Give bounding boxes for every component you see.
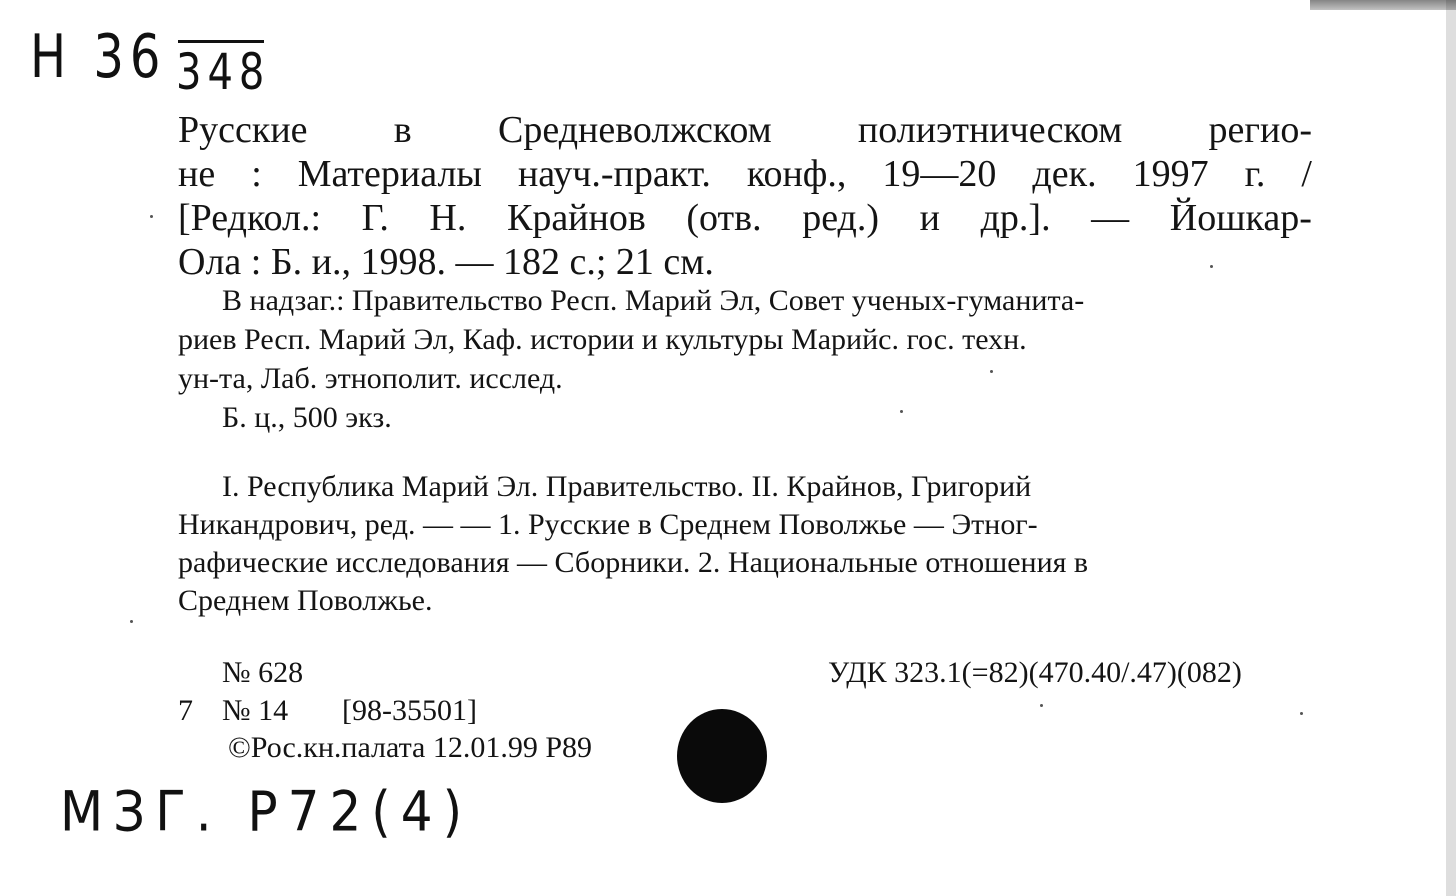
title-line-4: Ола : Б. и., 1998. — 182 с.; 21 см. [178, 241, 714, 283]
word: Материалы [297, 153, 482, 195]
word: 1997 [1132, 153, 1209, 195]
title-line-2 [178, 152, 1312, 196]
card-edge-shadow-right [1446, 0, 1456, 896]
word: полиэтническом [857, 109, 1123, 151]
speck [900, 410, 903, 413]
word: Н. [429, 197, 467, 239]
word: [Редкол.: [178, 197, 322, 239]
word: не [178, 153, 216, 195]
word: Йошкар- [1169, 197, 1312, 239]
word: (отв. [686, 197, 762, 239]
subject-line-4: Среднем Поволжье. [178, 584, 433, 617]
speck [150, 215, 153, 218]
speck [1300, 712, 1303, 715]
speck [1210, 265, 1213, 268]
speck [990, 370, 993, 373]
word: 19—20 [882, 153, 997, 195]
subject-line-1: I. Республика Марий Эл. Правительство. II. Крайнов, Григорий [222, 470, 1032, 503]
punch-hole [677, 709, 767, 803]
note-line-3: ун-та, Лаб. этнополит. исслед. [178, 362, 563, 395]
word: и [919, 197, 940, 239]
speck [1040, 704, 1043, 707]
subject-line-3: рафические исследования — Сборники. 2. Национальные отношения в [178, 546, 1089, 579]
word: в [393, 109, 412, 151]
word: дек. [1032, 153, 1097, 195]
number-prefix: 7 [178, 694, 193, 727]
word: конф., [746, 153, 847, 195]
word: / [1301, 153, 1312, 195]
note-line-2: риев Респ. Марий Эл, Каф. истории и культуры Марийс. гос. техн. [178, 323, 1027, 356]
word: ред.) [802, 197, 880, 239]
word: г. [1244, 153, 1266, 195]
word: Средневолжском [497, 109, 772, 151]
note-line-1: В надзаг.: Правительство Респ. Марий Эл, Совет ученых-гуманита- [222, 284, 1085, 317]
title-line-3 [178, 196, 1312, 240]
udc-code: УДК 323.1(=82)(470.40/.47)(082) [828, 656, 1242, 689]
handwritten-overline [178, 40, 264, 43]
record-number: № 628 [222, 656, 304, 689]
price-line: Б. ц., 500 экз. [222, 401, 392, 434]
publisher-line: ©Рос.кн.палата 12.01.99 Р89 [228, 731, 593, 764]
word: : [251, 153, 262, 195]
word: — [1091, 197, 1130, 239]
card-edge-shadow [1310, 0, 1456, 10]
title-line-1 [178, 108, 1312, 152]
issue-number: № 14 [222, 694, 289, 727]
subject-line-2: Никандрович, ред. — — 1. Русские в Среднем Поволжье — Этног- [178, 508, 1038, 541]
word: регио- [1208, 109, 1312, 151]
word: науч.-практ. [517, 153, 711, 195]
registration-number: [98-35501] [342, 694, 477, 727]
word: Крайнов [506, 197, 646, 239]
handwritten-shelf-code: Н 36 [30, 22, 167, 92]
word: др.]. [980, 197, 1051, 239]
speck [130, 620, 133, 623]
word: Русские [178, 109, 308, 151]
word: Г. [361, 197, 389, 239]
handwritten-number: 348 [176, 44, 271, 102]
handwritten-call-number: МЗГ. Р72(4) [60, 780, 473, 844]
